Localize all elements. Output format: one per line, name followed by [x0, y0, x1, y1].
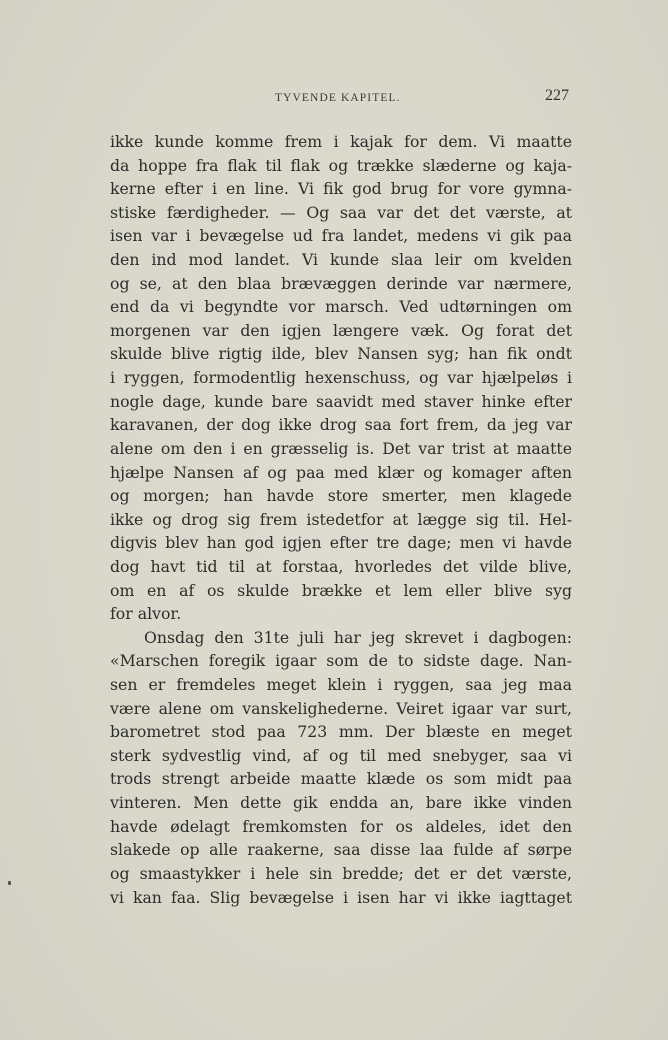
text-line: og se, at den blaa brævæggen derinde var nærmere, — [110, 273, 572, 293]
page-number: 227 — [545, 87, 569, 104]
text-line: havde ødelagt fremkomsten for os aldeles, idet den — [110, 816, 572, 836]
text-line: dog havt tid til at forstaa, hvorledes det vilde blive, — [110, 556, 572, 576]
running-head: TYVENDE KAPITEL. — [275, 92, 401, 104]
text-line: da hoppe fra flak til flak og trække slæderne og kaja- — [110, 155, 572, 175]
text-line: stiske færdigheder. — Og saa var det det værste, at — [110, 202, 572, 222]
paragraph-end-line: for alvor. — [110, 604, 182, 624]
text-line: i ryggen, formodentlig hexenschuss, og var hjælpeløs i — [110, 368, 572, 388]
text-line: sterk sydvestlig vind, af og til med snebyger, saa vi — [110, 745, 572, 765]
text-line: morgenen var den igjen længere væk. Og forat det — [110, 320, 572, 340]
text-line: kerne efter i en line. Vi fik god brug for vore gymna- — [110, 179, 572, 199]
margin-mark — [8, 881, 11, 885]
body-text — [110, 130, 572, 909]
text-line: skulde blive rigtig ilde, blev Nansen syg; han fik ondt — [110, 344, 572, 364]
text-line: om en af os skulde brække et lem eller blive syg — [110, 580, 572, 600]
text-line: nogle dage, kunde bare saavidt med staver hinke efter — [110, 391, 572, 411]
text-line: trods strengt arbeide maatte klæde os som midt paa — [110, 769, 572, 789]
text-line: end da vi begyndte vor marsch. Ved udtørningen om — [110, 297, 572, 317]
text-line: isen var i bevægelse ud fra landet, medens vi gik paa — [110, 226, 572, 246]
text-line: være alene om vanskelighederne. Veiret igaar var surt, — [110, 698, 572, 718]
text-line: hjælpe Nansen af og paa med klær og komager aften — [110, 462, 572, 482]
page-header — [0, 86, 668, 110]
text-line: sen er fremdeles meget klein i ryggen, saa jeg maa — [110, 675, 572, 695]
text-line: den ind mod landet. Vi kunde slaa leir om kvelden — [110, 250, 572, 270]
text-line: alene om den i en græsselig is. Det var trist at maatte — [110, 438, 572, 458]
text-line: og smaastykker i hele sin bredde; det er det værste, — [110, 863, 572, 883]
text-line: «Marschen foregik igaar som de to sidste dage. Nan- — [110, 651, 572, 671]
text-line: ikke kunde komme frem i kajak for dem. Vi maatte — [110, 132, 572, 151]
text-line: vi kan faa. Slig bevægelse i isen har vi ikke iagttaget — [110, 887, 572, 907]
text-line: digvis blev han god igjen efter tre dage; men vi havde — [110, 533, 572, 553]
text-line: vinteren. Men dette gik endda an, bare ikke vinden — [110, 793, 572, 813]
paragraph-start-line: Onsdag den 31te juli har jeg skrevet i dagbogen: — [144, 627, 572, 647]
text-line: slakede op alle raakerne, saa disse laa fulde af sørpe — [110, 840, 572, 860]
text-line: barometret stod paa 723 mm. Der blæste en meget — [110, 722, 572, 742]
text-line: karavanen, der dog ikke drog saa fort frem, da jeg var — [110, 415, 572, 435]
text-line: ikke og drog sig frem istedetfor at lægge sig til. Hel- — [110, 509, 572, 529]
text-line: og morgen; han havde store smerter, men klagede — [110, 486, 572, 506]
